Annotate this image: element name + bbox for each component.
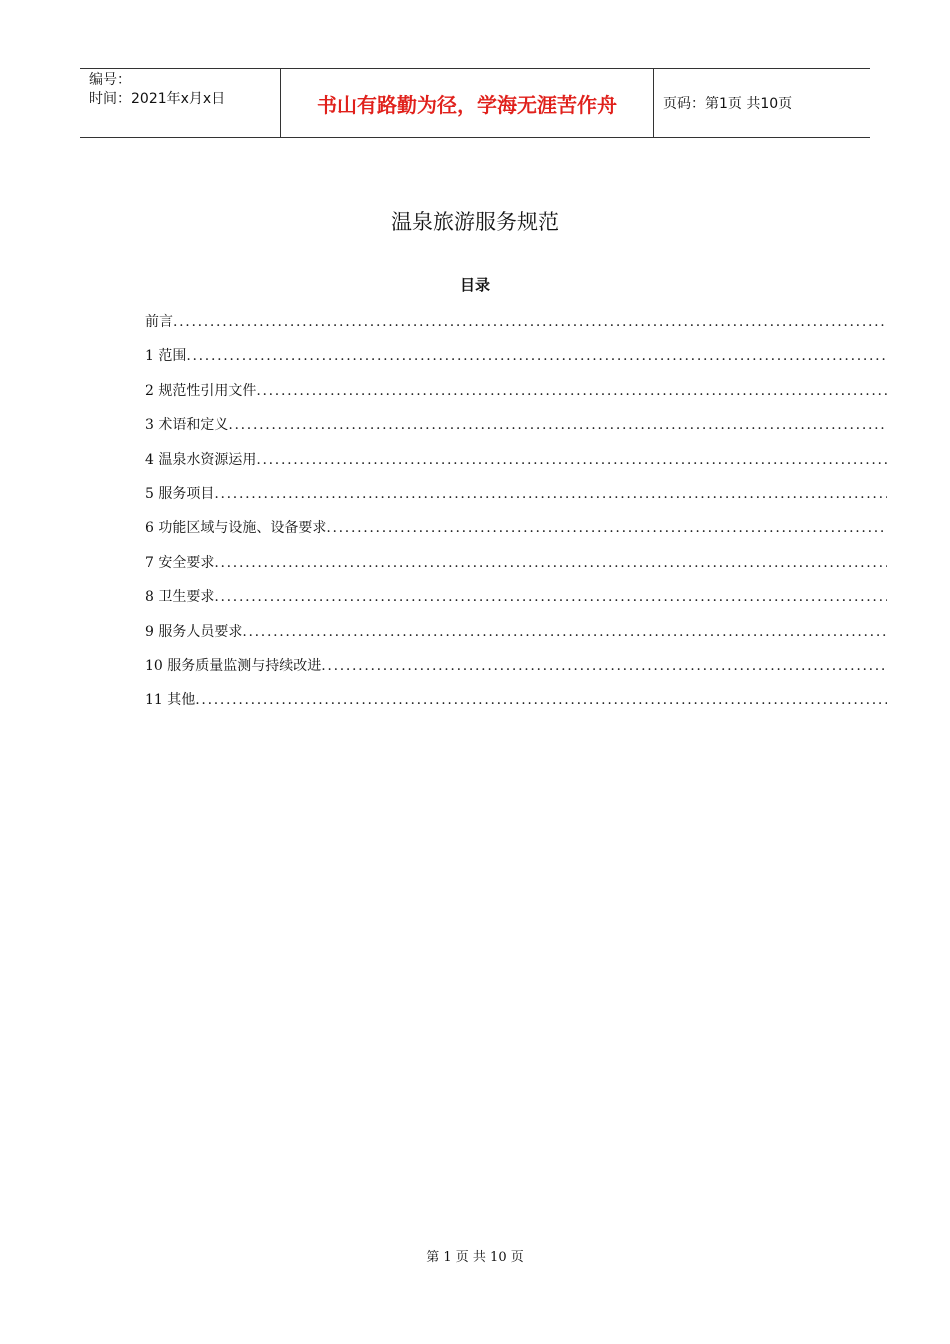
toc-item[interactable] xyxy=(145,516,887,550)
toc-item[interactable] xyxy=(145,379,887,413)
page-header xyxy=(80,68,870,138)
toc-item-label: 前言 xyxy=(145,314,173,330)
toc-dot-leader xyxy=(214,585,887,609)
document-title: 温泉旅游服务规范 xyxy=(391,210,559,234)
toc-item-label: 8 卫生要求 xyxy=(145,589,215,606)
toc-item-label: 11 其他 xyxy=(145,692,196,709)
table-of-contents xyxy=(145,310,887,723)
toc-item-label: 6 功能区域与设施、设备要求 xyxy=(145,520,327,537)
toc-item-label: 5 服务项目 xyxy=(145,485,215,502)
toc-item[interactable] xyxy=(145,551,887,585)
toc-dot-leader xyxy=(173,310,887,334)
toc-item[interactable] xyxy=(145,654,887,688)
toc-dot-leader xyxy=(326,516,887,540)
header-motto: 书山有路勤为径，学海无涯苦作舟 xyxy=(281,69,654,137)
toc-item[interactable] xyxy=(145,620,887,654)
toc-item[interactable] xyxy=(145,448,887,482)
header-meta xyxy=(80,69,281,137)
toc-item-label: 7 安全要求 xyxy=(145,554,215,571)
toc-dot-leader xyxy=(321,654,887,678)
toc-dot-leader xyxy=(214,551,887,575)
toc-item[interactable] xyxy=(145,310,887,344)
toc-dot-leader xyxy=(195,688,887,712)
toc-item[interactable] xyxy=(145,413,887,447)
toc-dot-leader xyxy=(256,448,887,472)
serial-number-label: 编号： xyxy=(89,72,131,88)
toc-dot-leader xyxy=(242,620,887,644)
toc-dot-leader xyxy=(214,482,887,506)
toc-item-label: 9 服务人员要求 xyxy=(145,623,243,640)
toc-heading: 目录 xyxy=(459,276,490,294)
toc-dot-leader xyxy=(186,344,887,368)
toc-dot-leader xyxy=(256,379,887,403)
toc-item-label: 10 服务质量监测与持续改进 xyxy=(145,657,322,674)
toc-item-label: 2 规范性引用文件 xyxy=(145,382,257,399)
toc-item-label: 4 温泉水资源运用 xyxy=(145,451,257,468)
date-label: 时间：2021年x月x日 xyxy=(89,91,226,107)
toc-item-label: 3 术语和定义 xyxy=(145,417,229,434)
toc-item-label: 1 范围 xyxy=(145,348,187,365)
toc-item[interactable] xyxy=(145,585,887,619)
toc-item[interactable] xyxy=(145,482,887,516)
toc-dot-leader xyxy=(228,413,887,437)
header-page-info: 页码：第1页 共10页 xyxy=(663,96,793,112)
toc-item[interactable] xyxy=(145,688,887,722)
toc-item[interactable] xyxy=(145,344,887,378)
page-footer: 第 1 页 共 10 页 xyxy=(426,1250,524,1265)
